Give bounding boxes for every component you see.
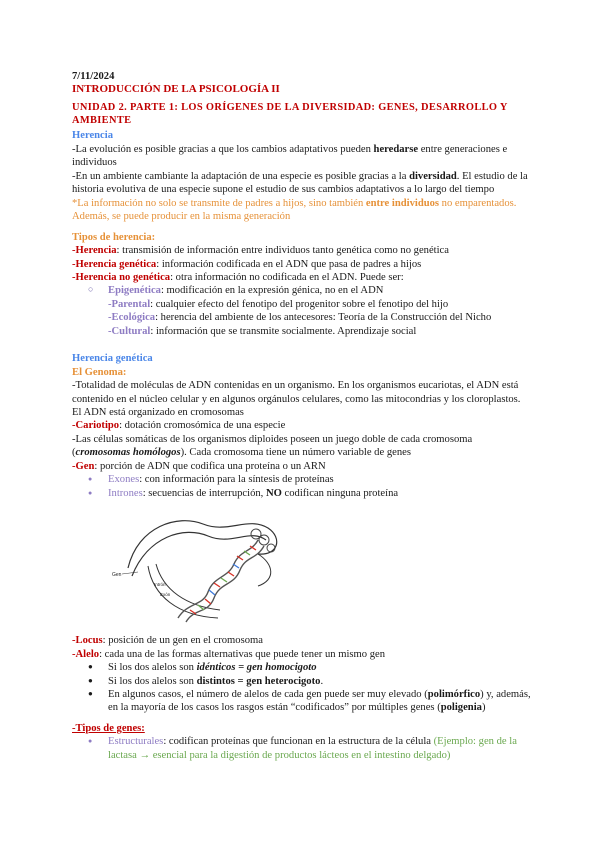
date: 7/11/2024 <box>72 71 115 82</box>
herencia-genetica-heading: Herencia genética <box>72 353 153 365</box>
list-item: ● Exones: con información para la síntesis de proteínas <box>88 473 532 486</box>
genoma-paragraph: -Totalidad de moléculas de ADN contenidas en un organismo. En los organismos eucariotas, el ADN está contenido en el núcleo celular y en algunos orgánulos celulares, como las mitocondrias y los cloroplastos. El ADN está organizado en cromosomas <box>72 380 521 419</box>
list-item: ● Si los dos alelos son idénticos = gen homocigoto <box>88 661 532 674</box>
herencia-definition: -Herencia: transmisión de información entre individuos tanto genética como no genética <box>72 245 449 257</box>
tipos-genes-list <box>72 735 532 762</box>
figure-label-intron: Intrón <box>154 582 166 588</box>
herencia-genetica-definition: -Herencia genética: información codificada en el ADN que pasa de padres a hijos <box>72 258 422 270</box>
herencia-no-genetica-definition: -Herencia no genética: otra información no codificada en el ADN. Puede ser: <box>72 271 404 283</box>
tipos-genes-heading: -Tipos de genes: <box>72 722 145 734</box>
herencia-heading: Herencia <box>72 130 113 142</box>
gen-definition: -Gen: porción de ADN que codifica una proteína o un ARN <box>72 460 326 472</box>
tipos-herencia-heading: Tipos de herencia: <box>72 231 156 243</box>
alelo-definition: -Alelo: cada una de las formas alternativas que puede tener un mismo gen <box>72 648 386 660</box>
document-page <box>72 70 532 762</box>
list-item: ● Intrones: secuencias de interrupción, NO codifican ninguna proteína <box>88 487 532 500</box>
ecologica-line: -Ecológica: herencia del ambiente de los antecesores: Teoría de la Construcción del Nicho <box>108 312 492 324</box>
somaticas-paragraph: -Las células somáticas de los organismos diploides poseen un juego doble de cada cromosoma (cromosomas homólogos). Cada cromosoma tiene un número variable de genes <box>72 433 473 459</box>
dna-illustration <box>108 506 286 628</box>
list-item: ● Estructurales: codifican proteínas que funcionan en la estructura de la célula (Ejemplo: gen de la lactasa → esencial para la digestión de productos lácteos en el intestino delgado) <box>88 735 532 762</box>
herencia-note: *La información no solo se transmite de padres a hijos, sino también entre individuos no emparentados. Además, se puede producir en la misma generación <box>72 197 517 223</box>
list-item: ● Si los dos alelos son distintos = gen heterocigoto. <box>88 675 532 688</box>
list-item: ● En algunos casos, el número de alelos de cada gen puede ser muy elevado (polimórfico) y, además, en la mayoría de los casos los rasgos están “codificados” por múltiples genes (poligenia) <box>88 688 532 715</box>
gen-parts-list <box>72 473 532 500</box>
cultural-line: -Cultural: información que se transmite socialmente. Aprendizaje social <box>108 325 417 337</box>
parental-line: -Parental: cualquier efecto del fenotipo del progenitor sobre el fenotipo del hijo <box>108 298 449 310</box>
herencia-no-genetica-list <box>72 284 532 297</box>
herencia-paragraph-1: -La evolución es posible gracias a que los cambios adaptativos pueden heredarse entre generaciones e individuos <box>72 143 508 169</box>
figure-label-gen: Gen <box>112 572 122 579</box>
alelos-list <box>72 661 532 715</box>
course-title: INTRODUCCIÓN DE LA PSICOLOGÍA II <box>72 83 280 96</box>
list-item: ○ Epigenética: modificación en la expresión génica, no en el ADN <box>88 284 532 297</box>
figure-label-exon: Exón <box>160 592 171 598</box>
unit-title: UNIDAD 2. PARTE 1: LOS ORÍGENES DE LA DIVERSIDAD: GENES, DESARROLLO Y AMBIENTE <box>72 102 508 127</box>
herencia-paragraph-2: -En un ambiente cambiante la adaptación de una especie es posible gracias a la diversidad. El estudio de la historia evolutiva de una especie supone el estudio de sus cambios adaptativos a lo largo del tiempo <box>72 170 528 196</box>
dna-figure <box>108 506 286 628</box>
genoma-heading: El Genoma: <box>72 366 127 378</box>
cariotipo-definition: -Cariotipo: dotación cromosómica de una especie <box>72 420 286 432</box>
locus-definition: -Locus: posición de un gen en el cromosoma <box>72 635 263 647</box>
